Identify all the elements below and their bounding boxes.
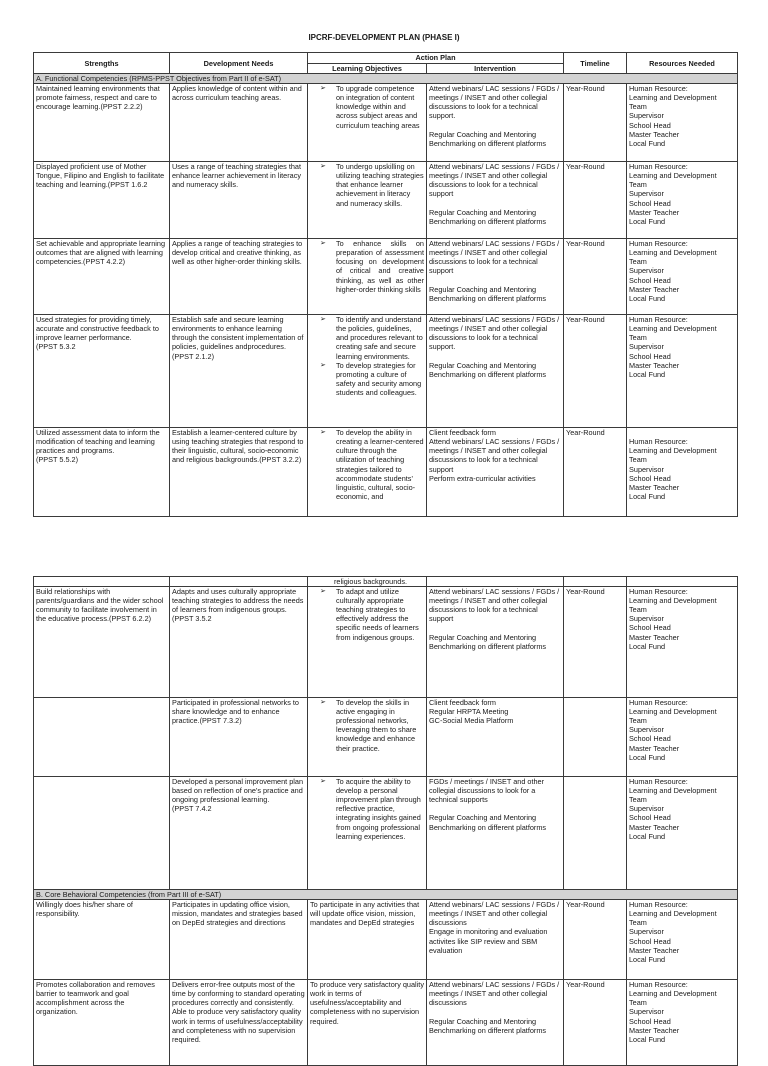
arrow-bullet-icon: ➢ bbox=[320, 778, 326, 786]
learning-objectives-cell bbox=[308, 900, 427, 980]
table-row-continued bbox=[34, 577, 738, 587]
timeline-cell: Year-Round bbox=[564, 315, 627, 428]
learning-objectives-cell bbox=[308, 239, 427, 315]
table-row bbox=[34, 980, 738, 1066]
timeline-cell: Year-Round bbox=[564, 162, 627, 239]
learning-objectives-cell bbox=[308, 162, 427, 239]
learning-objectives-cell bbox=[308, 777, 427, 890]
arrow-bullet-icon: ➢ bbox=[320, 316, 326, 324]
strength-cell: Used strategies for providing timely, accurate and constructive feedback to improve learner performance. (PPST 5.3.2 bbox=[34, 315, 170, 428]
intervention-cell: Attend webinars/ LAC sessions / FGDs / meetings / INSET and other collegial discussions Engage in monitoring and evaluation activites like SIP review and SBM evaluation bbox=[427, 900, 564, 980]
learning-objectives-cell bbox=[308, 980, 427, 1066]
development-need-cell: Developed a personal improvement plan based on reflection of one's practice and ongoing professional learning. (PPST 7.4.2 bbox=[170, 777, 308, 890]
intervention-cell: Attend webinars/ LAC sessions / FGDs / meetings / INSET and other collegial discussions to look for a technical support. Regular Coaching and Mentoring Benchmarking on different platforms bbox=[427, 84, 564, 162]
header-resources-needed: Resources Needed bbox=[627, 53, 738, 74]
resources-needed-cell: Human Resource: Learning and Development Team Supervisor School Head Master Teacher Local Fund bbox=[627, 980, 738, 1066]
resources-needed-cell: Human Resource: Learning and Development Team Supervisor School Head Master Teacher Local Fund bbox=[627, 162, 738, 239]
learning-objectives-list bbox=[310, 84, 424, 129]
continued-objective-text: religious backgrounds. bbox=[308, 577, 427, 587]
learning-objectives-list bbox=[310, 162, 424, 207]
header-intervention: Intervention bbox=[427, 64, 564, 74]
learning-objective-text: To undergo upskilling on utilizing teaching strategies that enhance learner achievement in literacy and numeracy skills. bbox=[336, 162, 424, 208]
header-action-plan: Action Plan bbox=[308, 53, 564, 64]
learning-objective-text: To adapt and utilize culturally appropriate teaching strategies to effectively address the specific needs of learners from indigenous groups. bbox=[336, 587, 419, 642]
strength-cell: Maintained learning environments that promote fairness, respect and care to encourage learning.(PPST 2.2.2) bbox=[34, 84, 170, 162]
learning-objectives-list bbox=[310, 315, 424, 397]
header-learning-objectives: Learning Objectives bbox=[308, 64, 427, 74]
timeline-cell: Year-Round bbox=[564, 980, 627, 1066]
resources-needed-cell: Human Resource: Learning and Development Team Supervisor School Head Master Teacher Local Fund bbox=[627, 84, 738, 162]
development-need-cell: Participated in professional networks to share knowledge and to enhance practice.(PPST 7.3.2) bbox=[170, 698, 308, 777]
learning-objective-item bbox=[310, 315, 424, 360]
section-b-row bbox=[34, 890, 738, 900]
intervention-cell: Attend webinars/ LAC sessions / FGDs / meetings / INSET and other collegial discussions to look for a technical support. Regular Coaching and Mentoring Benchmarking on different platforms bbox=[427, 315, 564, 428]
strength-cell: Build relationships with parents/guardians and the wider school community to facilitate involvement in the educative process.(PPST 6.2.2) bbox=[34, 587, 170, 698]
development-need-cell: Uses a range of teaching strategies that enhance learner achievement in literacy and numeracy skills. bbox=[170, 162, 308, 239]
development-need-cell: Applies knowledge of content within and across curriculum teaching areas. bbox=[170, 84, 308, 162]
resources-needed-cell: Human Resource: Learning and Development Team Supervisor School Head Master Teacher Local Fund bbox=[627, 428, 738, 517]
page-title: IPCRF-DEVELOPMENT PLAN (PHASE I) bbox=[308, 33, 460, 42]
learning-objective-item bbox=[310, 84, 424, 129]
intervention-cell: Attend webinars/ LAC sessions / FGDs / meetings / INSET and other collegial discussions Regular Coaching and Mentoring Benchmarking on different platforms bbox=[427, 980, 564, 1066]
learning-objectives-list bbox=[310, 428, 424, 501]
strength-cell bbox=[34, 777, 170, 890]
header-strengths: Strengths bbox=[34, 53, 170, 74]
table-row bbox=[34, 315, 738, 428]
section-b-heading: B. Core Behavioral Competencies (from Part III of e-SAT) bbox=[34, 890, 738, 900]
learning-objectives-cell bbox=[308, 587, 427, 698]
development-need-cell: Establish safe and secure learning environments to enhance learning through the consistent implementation of policies, guidelines andprocedures.(PPST 2.1.2) bbox=[170, 315, 308, 428]
learning-objective-text: To produce very satisfactory quality work in terms of usefulness/acceptability and completeness with no supervision required. bbox=[310, 980, 424, 1026]
intervention-cell: Client feedback form Regular HRPTA Meeting GC-Social Media Platform bbox=[427, 698, 564, 777]
learning-objective-text: To upgrade competence on integration of content knowledge within and across subject areas and curriculum teaching areas bbox=[336, 84, 420, 130]
development-plan-table-part1 bbox=[33, 52, 738, 517]
resources-needed-cell: Human Resource: Learning and Development Team Supervisor School Head Master Teacher Local Fund bbox=[627, 777, 738, 890]
intervention-cell: Attend webinars/ LAC sessions / FGDs / meetings / INSET and other collegial discussions to look for a technical support Regular Coaching and Mentoring Benchmarking on different platforms bbox=[427, 162, 564, 239]
timeline-cell: Year-Round bbox=[564, 587, 627, 698]
resources-needed-cell: Human Resource: Learning and Development Team Supervisor School Head Master Teacher Local Fund bbox=[627, 900, 738, 980]
table-row bbox=[34, 900, 738, 980]
learning-objective-item bbox=[310, 239, 424, 294]
table-row bbox=[34, 239, 738, 315]
table-row bbox=[34, 162, 738, 239]
timeline-cell: Year-Round bbox=[564, 239, 627, 315]
intervention-cell: FGDs / meetings / INSET and other collegial discussions to look for a technical supports Regular Coaching and Mentoring Benchmarking on different platforms bbox=[427, 777, 564, 890]
learning-objective-text: To develop the skills in active engaging in professional networks, leveraging them to share knowledge and enhance their practice. bbox=[336, 698, 417, 753]
header-timeline: Timeline bbox=[564, 53, 627, 74]
learning-objective-text: To participate in any activities that will update office vision, mission, mandates and DepEd strategies bbox=[310, 900, 420, 928]
resources-needed-cell: Human Resource: Learning and Development Team Supervisor School Head Master Teacher Local Fund bbox=[627, 587, 738, 698]
development-need-cell: Applies a range of teaching strategies to develop critical and creative thinking, as well as other higher-order thinking skills. bbox=[170, 239, 308, 315]
learning-objective-item bbox=[310, 361, 424, 397]
learning-objectives-list bbox=[310, 777, 424, 841]
strength-cell: Set achievable and appropriate learning outcomes that are aligned with learning competencies.(PPST 4.2.2) bbox=[34, 239, 170, 315]
learning-objectives-cell bbox=[308, 84, 427, 162]
timeline-cell bbox=[564, 777, 627, 890]
learning-objective-item bbox=[310, 162, 424, 207]
strength-cell: Willingly does his/her share of responsibility. bbox=[34, 900, 170, 980]
resources-needed-cell: Human Resource: Learning and Development Team Supervisor School Head Master Teacher Local Fund bbox=[627, 698, 738, 777]
strength-cell: Promotes collaboration and removes barrier to teamwork and goal accomplishment across the organization. bbox=[34, 980, 170, 1066]
development-need-cell: Establish a learner-centered culture by using teaching strategies that respond to their linguistic, cultural, socio-economic and religious backgrounds.(PPST 3.2.2) bbox=[170, 428, 308, 517]
arrow-bullet-icon: ➢ bbox=[320, 588, 326, 596]
section-a-heading: A. Functional Competencies (RPMS-PPST Objectives from Part II of e-SAT) bbox=[34, 74, 738, 84]
resources-needed-cell: Human Resource: Learning and Development Team Supervisor School Head Master Teacher Local Fund bbox=[627, 315, 738, 428]
arrow-bullet-icon: ➢ bbox=[320, 240, 326, 248]
resources-needed-cell: Human Resource: Learning and Development Team Supervisor School Head Master Teacher Local Fund bbox=[627, 239, 738, 315]
learning-objective-text: To enhance skills on preparation of assessment focusing on development of critical and creative thinking, as well as other higher-order thinking skills bbox=[336, 239, 424, 294]
development-plan-table-part2 bbox=[33, 576, 738, 1066]
table-row bbox=[34, 587, 738, 698]
intervention-cell: Client feedback form Attend webinars/ LAC sessions / FGDs / meetings / INSET and other collegial discussions to look for a technical support Perform extra-curricular activities bbox=[427, 428, 564, 517]
learning-objectives-list bbox=[310, 239, 424, 294]
intervention-cell: Attend webinars/ LAC sessions / FGDs / meetings / INSET and other collegial discussions to look for a technical support Regular Coaching and Mentoring Benchmarking on different platforms bbox=[427, 587, 564, 698]
header-development-needs: Development Needs bbox=[170, 53, 308, 74]
learning-objectives-cell bbox=[308, 698, 427, 777]
learning-objective-text: To develop the ability in creating a learner-centered culture through the utilization of teaching strategies tailored to accommodate students' linguistic, cultural, socio-economic, and bbox=[336, 428, 424, 501]
development-need-cell: Participates in updating office vision, mission, mandates and strategies based on DepEd strategies and directions bbox=[170, 900, 308, 980]
table-row bbox=[34, 698, 738, 777]
learning-objectives-list bbox=[310, 698, 424, 753]
strength-cell bbox=[34, 698, 170, 777]
arrow-bullet-icon: ➢ bbox=[320, 163, 326, 171]
arrow-bullet-icon: ➢ bbox=[320, 85, 326, 93]
learning-objectives-list bbox=[310, 587, 424, 642]
development-need-cell: Delivers error-free outputs most of the time by conforming to standard operating procedures correctly and consistently. Able to produce very satisfactory quality work in terms of usefulness/acceptability and completeness with no supervision required. bbox=[170, 980, 308, 1066]
table-row bbox=[34, 777, 738, 890]
strength-cell: Utilized assessment data to inform the modification of teaching and learning practices and programs. (PPST 5.5.2) bbox=[34, 428, 170, 517]
arrow-bullet-icon: ➢ bbox=[320, 699, 326, 707]
timeline-cell: Year-Round bbox=[564, 900, 627, 980]
learning-objective-text: To develop strategies for promoting a culture of safety and security among students and colleagues. bbox=[336, 360, 422, 397]
timeline-cell bbox=[564, 698, 627, 777]
learning-objective-item bbox=[310, 698, 424, 753]
learning-objectives-cell bbox=[308, 428, 427, 517]
arrow-bullet-icon: ➢ bbox=[320, 429, 326, 437]
table-row bbox=[34, 84, 738, 162]
learning-objectives-cell bbox=[308, 315, 427, 428]
strength-cell: Displayed proficient use of Mother Tongue, Filipino and English to facilitate teaching and learning.(PPST 1.6.2 bbox=[34, 162, 170, 239]
learning-objective-item bbox=[310, 777, 424, 841]
timeline-cell: Year-Round bbox=[564, 84, 627, 162]
learning-objective-text: To identify and understand the policies, guidelines, and procedures relevant to creating safe and secure learning environments. bbox=[336, 315, 423, 361]
arrow-bullet-icon: ➢ bbox=[320, 361, 326, 369]
intervention-cell: Attend webinars/ LAC sessions / FGDs / meetings / INSET and other collegial discussions to look for a technical support Regular Coaching and Mentoring Benchmarking on different platforms bbox=[427, 239, 564, 315]
table-row bbox=[34, 428, 738, 517]
learning-objective-text: To acquire the ability to develop a personal improvement plan through reflective practice, integrating insights gained from ongoing professional learning experiences. bbox=[336, 777, 421, 841]
learning-objective-item bbox=[310, 587, 424, 642]
development-need-cell: Adapts and uses culturally appropriate teaching strategies to address the needs of learners from indigenous groups. (PPST 3.5.2 bbox=[170, 587, 308, 698]
timeline-cell: Year-Round bbox=[564, 428, 627, 517]
learning-objective-item bbox=[310, 428, 424, 501]
